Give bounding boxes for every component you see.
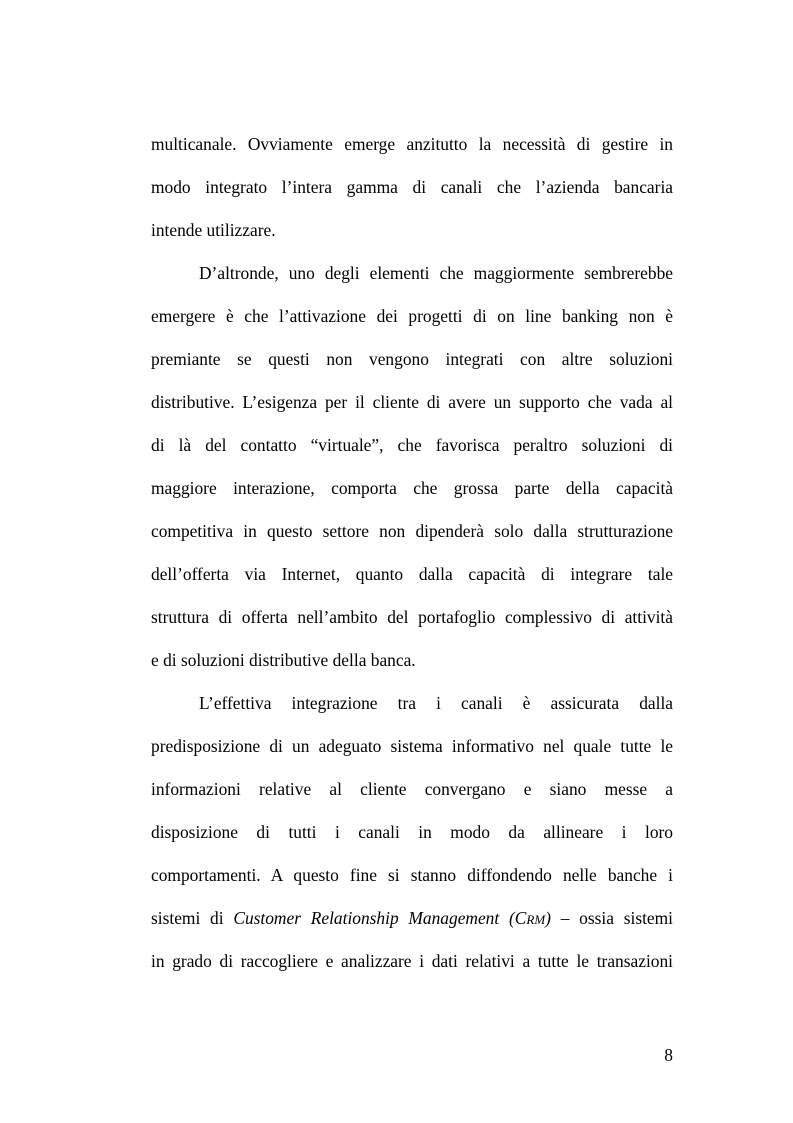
- text-line-9: maggiore interazione, comporta che grossa parte della capacità: [151, 478, 673, 498]
- text-line-17: disposizione di tutti i canali in modo da allineare i loro: [151, 822, 673, 842]
- text-line-14: L’effettiva integrazione tra i canali è assicurata dalla: [199, 693, 673, 713]
- crm-term-smallcaps: RM: [526, 912, 546, 927]
- text-line-19-after: – ossia sistemi: [550, 908, 674, 928]
- text-line-4: D’altronde, uno degli elementi che maggiormente sembrerebbe: [199, 263, 673, 283]
- page-number: 8: [664, 1045, 673, 1065]
- text-line-11: dell’offerta via Internet, quanto dalla capacità di integrare tale: [151, 564, 673, 584]
- crm-term-start: Customer Relationship Management (C: [233, 908, 527, 928]
- text-line-10: competitiva in questo settore non dipenderà solo dalla strutturazione: [151, 521, 673, 541]
- text-line-19-before: sistemi di: [151, 908, 234, 928]
- text-line-20: in grado di raccogliere e analizzare i dati relativi a tutte le transazioni: [151, 951, 673, 971]
- text-line-6: premiante se questi non vengono integrati con altre soluzioni: [151, 349, 673, 369]
- text-line-7: distributive. L’esigenza per il cliente di avere un supporto che vada al: [151, 392, 673, 412]
- text-line-15: predisposizione di un adeguato sistema informativo nel quale tutte le: [151, 736, 673, 756]
- text-line-1: multicanale. Ovviamente emerge anzitutto la necessità di gestire in: [151, 134, 673, 154]
- text-line-5: emergere è che l’attivazione dei progetti di on line banking non è: [151, 306, 673, 326]
- text-line-13: e di soluzioni distributive della banca.: [151, 650, 416, 670]
- text-line-3: intende utilizzare.: [151, 220, 276, 240]
- text-line-8: di là del contatto “virtuale”, che favorisca peraltro soluzioni di: [151, 435, 673, 455]
- crm-term-end: ): [545, 908, 551, 928]
- body-text: [151, 126, 673, 986]
- text-line-19: [151, 900, 673, 943]
- text-line-16: informazioni relative al cliente convergano e siano messe a: [151, 779, 673, 799]
- text-line-18: comportamenti. A questo fine si stanno diffondendo nelle banche i: [151, 865, 673, 885]
- text-line-12: struttura di offerta nell’ambito del portafoglio complessivo di attività: [151, 607, 673, 627]
- text-line-2: modo integrato l’intera gamma di canali che l’azienda bancaria: [151, 177, 673, 197]
